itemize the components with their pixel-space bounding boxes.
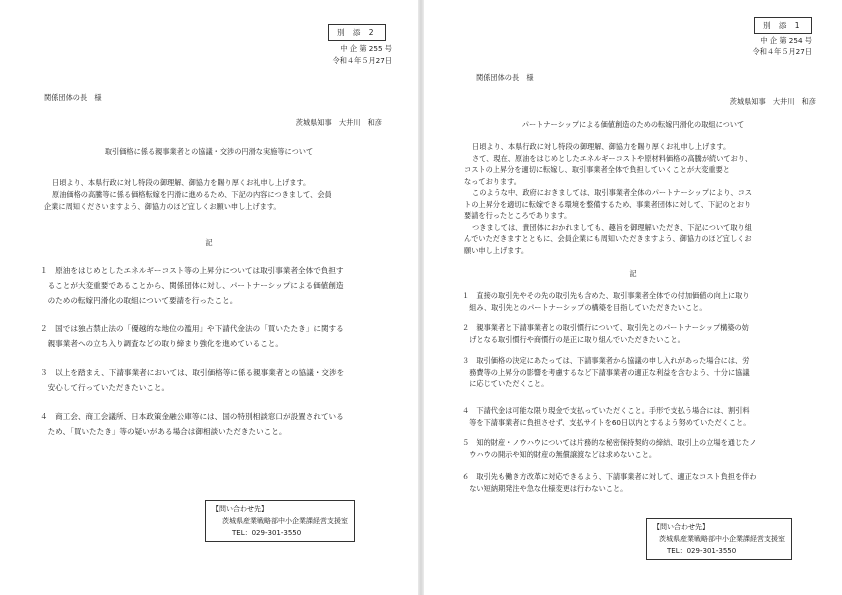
sender: 茨城県知事 大井川 和彦 [729, 97, 816, 106]
intro-line: コストの上昇分を適切に転嫁し、取引事業者全体で負担していくことが大変重要と [464, 165, 730, 174]
list-item [462, 471, 757, 494]
contact-heading: 【問い合わせ先】 [212, 505, 268, 513]
item-line: 組み、取引先とのパートナーシップの構築を目指していただきたいこと。 [462, 302, 707, 312]
contact-box [646, 518, 792, 560]
attachment-label: 別 添 2 [328, 24, 386, 41]
document-number: 中 企 第 255 号 [340, 44, 392, 53]
intro-line: 要請を行ったところであります。 [464, 211, 572, 220]
intro-line: 願い申し上げます。 [464, 245, 529, 255]
list-item [40, 263, 344, 308]
document-title: パートナーシップによる価値創造のための転嫁円滑化の取組について [521, 120, 745, 129]
item-line: ６ 取引先も働き方改革に対応できるよう、下請事業者に対して、適正なコスト負担を伴わ [462, 472, 757, 481]
intro-line: このような中、政府におきましては、取引事業者全体のパートナーシップにより、コス [472, 188, 753, 197]
item-line: ３ 取引価格の決定にあたっては、下請事業者から協議の申し入れがあった場合には、労 [462, 356, 750, 365]
item-line: 親事業者への立ち入り調査などの取り締まり強化を進めていること。 [40, 339, 283, 348]
contact-phone: TEL：029-301-3550 [232, 529, 302, 537]
contact-box [205, 500, 355, 542]
document-date: 令和４年５月27日 [752, 47, 812, 56]
item-line: ３ 以上を踏まえ、下請事業者においては、取引価格等に係る親事業者との協議・交渉を [40, 368, 345, 377]
contact-organization: 茨城県産業戦略部中小企業課経営支援室 [659, 535, 785, 543]
attachment-label: 別 添 1 [754, 17, 812, 34]
list-item [40, 409, 344, 439]
intro-line: 企業に周知くださいますよう、御協力のほど宜しくお願い申し上げます。 [44, 202, 281, 211]
ki-heading: 記 [629, 269, 637, 278]
intro-paragraph [464, 141, 752, 256]
list-item [462, 322, 749, 345]
list-item [462, 290, 750, 313]
intro-line: んでいただきますとともに、会員企業にも周知いただきますよう、御協力のほど宜しくお [464, 234, 752, 243]
item-line: ない短納期発注や急な仕様変更は行わないこと。 [462, 483, 628, 493]
contact-heading: 【問い合わせ先】 [653, 523, 709, 531]
item-line: に応じていただくこと。 [462, 379, 549, 388]
item-line: ため、「買いたたき」等の疑いがある場合は御相談いただきたいこと。 [40, 427, 287, 436]
intro-line: なっております。 [464, 176, 521, 186]
item-line: ２ 国では独占禁止法の「優越的な地位の濫用」や下請代金法の「買いたたき」に関する [40, 324, 344, 333]
contact-organization: 茨城県産業戦略部中小企業課経営支援室 [222, 517, 348, 525]
document-page-right [424, 0, 842, 595]
document-number: 中 企 第 254 号 [760, 36, 812, 45]
intro-line: 原油価格の高騰等に係る価格転嫁を円滑に進めるため、下記の内容につきまして、会員 [52, 190, 332, 199]
item-line: のための転嫁円滑化の取組について要請を行ったこと。 [40, 296, 238, 305]
addressee: 関係団体の長 様 [44, 93, 102, 102]
item-line: ４ 商工会、商工会議所、日本政策金融公庫等には、国の特別相談窓口が設置されている [40, 412, 344, 421]
list-item [462, 355, 750, 390]
item-line: ２ 親事業者と下請事業者との取引慣行について、取引先とのパートナーシップ構築の妨 [462, 323, 749, 332]
item-line: 安心して行っていただきたいこと。 [40, 383, 170, 392]
document-page-left [0, 0, 418, 595]
ki-heading: 記 [205, 238, 213, 247]
item-line: げとなる取引慣行や商慣行の是正に取り組んでいただきたいこと。 [462, 334, 685, 344]
item-line: １ 直接の取引先やその先の取引先も含めた、取引事業者全体での付加価値の向上に取り [462, 291, 750, 300]
list-item [40, 321, 344, 351]
addressee: 関係団体の長 様 [476, 73, 534, 82]
intro-line: トの上昇分を適切に転嫁できる環境を整備するため、事業者団体に対して、下記のとおり [464, 199, 752, 209]
list-item [462, 437, 757, 460]
item-line: ４ 下請代金は可能な限り現金で支払っていただくこと。手形で支払う場合には、割引料 [462, 406, 750, 415]
item-line: １ 原油をはじめとしたエネルギーコスト等の上昇分については取引事業者全体で負担す [40, 266, 344, 275]
intro-line: つきましては、貴団体におかれましても、趣旨を御理解いただき、下記について取り組 [472, 222, 752, 232]
intro-line: 日頃より、本県行政に対し特段の御理解、御協力を賜り厚くお礼申し上げます。 [472, 142, 731, 151]
sender: 茨城県知事 大井川 和彦 [295, 118, 382, 127]
document-date: 令和４年５月27日 [332, 56, 392, 65]
document-title: 取引価格に係る親事業者との協議・交渉の円滑な実施等について [104, 147, 314, 156]
item-line: ることが大変重要であることから、関係団体に対し、パートナーシップによる価値創造 [40, 281, 344, 290]
intro-line: 日頃より、本県行政に対し特段の御理解、御協力を賜り厚くお礼申し上げます。 [52, 178, 311, 187]
list-item [462, 405, 750, 428]
list-item [40, 365, 344, 395]
item-line: 務費等の上昇分の影響を考慮するなど下請事業者の適正な利益を含むよう、十分に協議 [462, 367, 750, 377]
intro-paragraph [44, 177, 332, 213]
item-line: 等を下請事業者に負担させず、支払サイトを60日以内とするよう努めていただくこと。 [462, 417, 751, 427]
intro-line: さて、現在、原油をはじめとしたエネルギーコストや原材料価格の高騰が続いており、 [472, 153, 753, 163]
item-line: ウハウの開示や知的財産の無償譲渡などは求めないこと。 [462, 449, 657, 459]
contact-phone: TEL：029-301-3550 [667, 547, 737, 555]
item-line: ５ 知的財産・ノウハウについては片務的な秘密保持契約の締結、取引上の立場を通じたノ [462, 438, 757, 447]
